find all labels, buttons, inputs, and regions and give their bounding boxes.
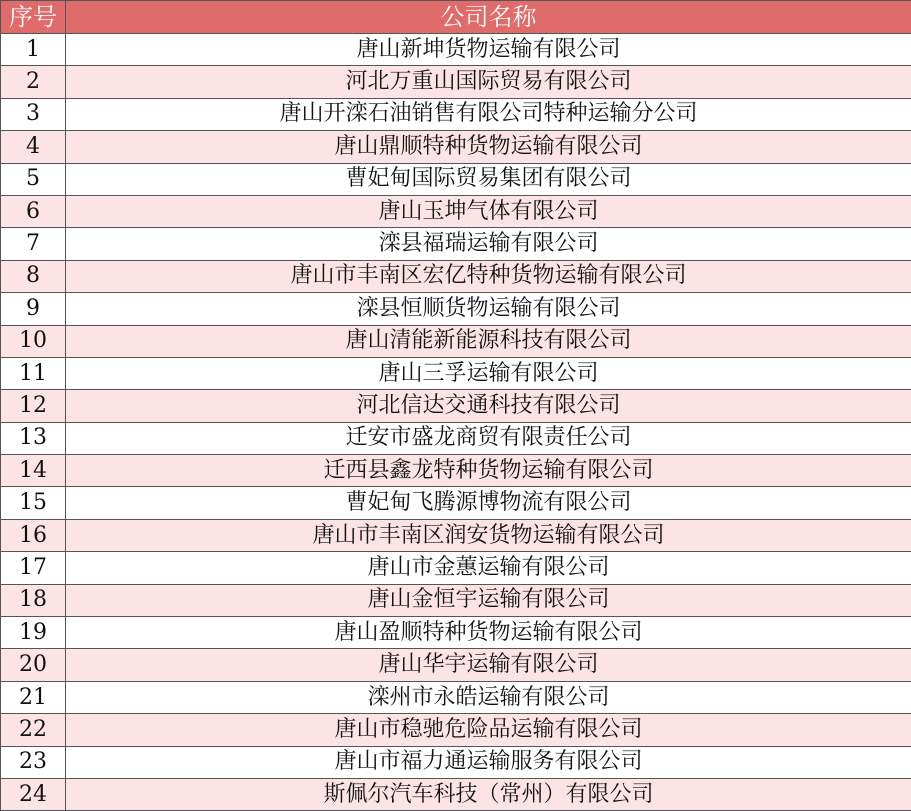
column-header-company-name: 公司名称 xyxy=(66,1,911,34)
company-name-cell: 唐山市稳驰危险品运输有限公司 xyxy=(66,714,911,746)
company-name-cell: 河北万重山国际贸易有限公司 xyxy=(66,66,911,98)
company-name-cell: 曹妃甸国际贸易集团有限公司 xyxy=(66,163,911,195)
table-row xyxy=(1,34,911,66)
company-name-cell: 斯佩尔汽车科技（常州）有限公司 xyxy=(66,778,911,810)
company-name-cell: 曹妃甸飞腾源博物流有限公司 xyxy=(66,487,911,519)
table-row xyxy=(1,714,911,746)
table-row xyxy=(1,552,911,584)
table-row xyxy=(1,293,911,325)
row-number-cell: 11 xyxy=(1,357,66,389)
row-number-cell: 21 xyxy=(1,681,66,713)
company-name-cell: 迁西县鑫龙特种货物运输有限公司 xyxy=(66,455,911,487)
table-row xyxy=(1,325,911,357)
row-number-cell: 12 xyxy=(1,390,66,422)
row-number-cell: 22 xyxy=(1,714,66,746)
company-name-cell: 唐山新坤货物运输有限公司 xyxy=(66,34,911,66)
row-number-cell: 3 xyxy=(1,98,66,130)
company-name-cell: 唐山华宇运输有限公司 xyxy=(66,649,911,681)
row-number-cell: 2 xyxy=(1,66,66,98)
row-number-cell: 7 xyxy=(1,228,66,260)
company-name-cell: 滦州市永皓运输有限公司 xyxy=(66,681,911,713)
row-number-cell: 14 xyxy=(1,455,66,487)
table-row xyxy=(1,455,911,487)
row-number-cell: 15 xyxy=(1,487,66,519)
company-name-cell: 唐山鼎顺特种货物运输有限公司 xyxy=(66,131,911,163)
company-name-cell: 滦县福瑞运输有限公司 xyxy=(66,228,911,260)
table-row xyxy=(1,649,911,681)
table-row xyxy=(1,66,911,98)
company-name-cell: 河北信达交通科技有限公司 xyxy=(66,390,911,422)
table-row xyxy=(1,195,911,227)
table-row xyxy=(1,617,911,649)
row-number-cell: 4 xyxy=(1,131,66,163)
company-name-cell: 滦县恒顺货物运输有限公司 xyxy=(66,293,911,325)
company-name-cell: 唐山盈顺特种货物运输有限公司 xyxy=(66,617,911,649)
table-row xyxy=(1,228,911,260)
column-header-number: 序号 xyxy=(1,1,66,34)
table-row xyxy=(1,584,911,616)
row-number-cell: 8 xyxy=(1,260,66,292)
table-row xyxy=(1,163,911,195)
row-number-cell: 24 xyxy=(1,778,66,810)
row-number-cell: 13 xyxy=(1,422,66,454)
table-row xyxy=(1,131,911,163)
row-number-cell: 23 xyxy=(1,746,66,778)
row-number-cell: 10 xyxy=(1,325,66,357)
company-name-cell: 唐山市福力通运输服务有限公司 xyxy=(66,746,911,778)
table-row xyxy=(1,778,911,810)
row-number-cell: 19 xyxy=(1,617,66,649)
table-row xyxy=(1,519,911,551)
company-name-cell: 唐山三孚运输有限公司 xyxy=(66,357,911,389)
table-header-row xyxy=(1,1,911,34)
table-row xyxy=(1,487,911,519)
company-name-cell: 唐山开滦石油销售有限公司特种运输分公司 xyxy=(66,98,911,130)
table-row xyxy=(1,681,911,713)
company-name-cell: 唐山清能新能源科技有限公司 xyxy=(66,325,911,357)
table-row xyxy=(1,746,911,778)
row-number-cell: 5 xyxy=(1,163,66,195)
row-number-cell: 16 xyxy=(1,519,66,551)
company-name-cell: 唐山玉坤气体有限公司 xyxy=(66,195,911,227)
row-number-cell: 18 xyxy=(1,584,66,616)
table-row xyxy=(1,357,911,389)
company-name-cell: 唐山市丰南区润安货物运输有限公司 xyxy=(66,519,911,551)
table-row xyxy=(1,260,911,292)
table-row xyxy=(1,98,911,130)
row-number-cell: 1 xyxy=(1,34,66,66)
table-row xyxy=(1,422,911,454)
row-number-cell: 17 xyxy=(1,552,66,584)
row-number-cell: 6 xyxy=(1,195,66,227)
table-row xyxy=(1,390,911,422)
row-number-cell: 9 xyxy=(1,293,66,325)
company-name-cell: 迁安市盛龙商贸有限责任公司 xyxy=(66,422,911,454)
row-number-cell: 20 xyxy=(1,649,66,681)
table-body xyxy=(1,34,911,811)
company-name-cell: 唐山市金蕙运输有限公司 xyxy=(66,552,911,584)
company-name-cell: 唐山市丰南区宏亿特种货物运输有限公司 xyxy=(66,260,911,292)
company-name-cell: 唐山金恒宇运输有限公司 xyxy=(66,584,911,616)
